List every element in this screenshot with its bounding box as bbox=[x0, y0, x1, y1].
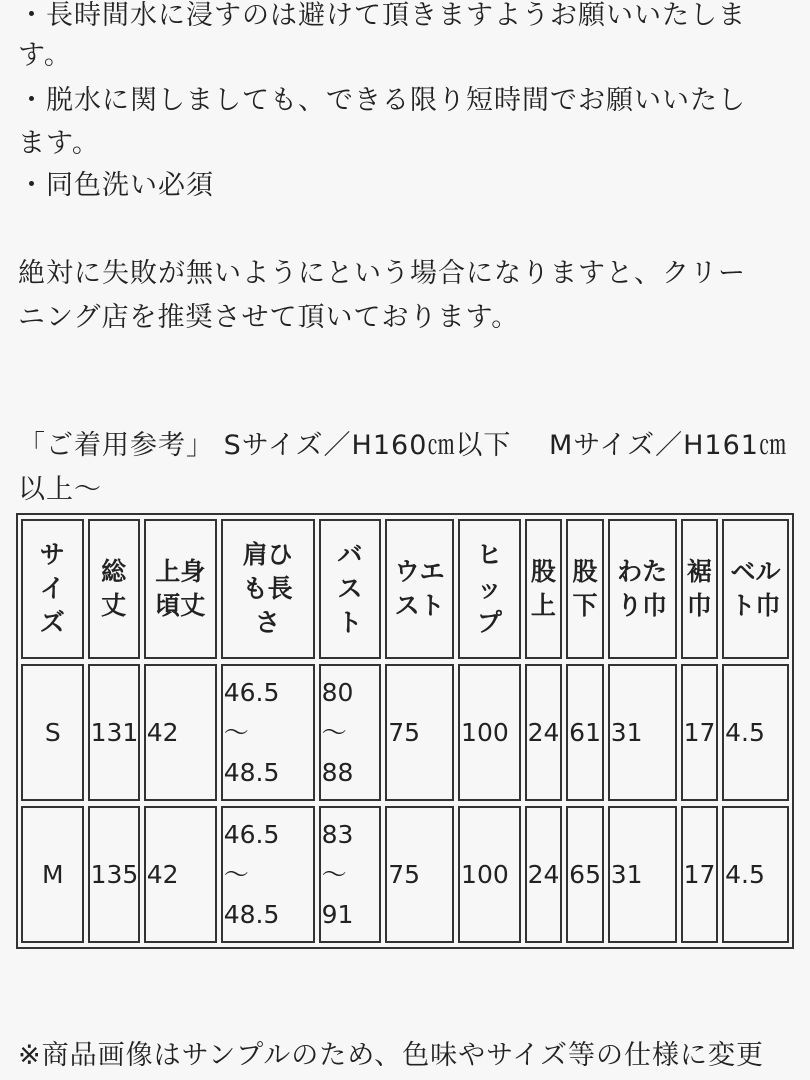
size-value-cell: 75 bbox=[385, 664, 454, 801]
size-value-cell: 4.5 bbox=[722, 806, 789, 943]
size-value-cell: 100 bbox=[458, 664, 521, 801]
size-value-cell: 80 〜 88 bbox=[319, 664, 382, 801]
care-instruction-line: ・長時間水に浸すのは避けて頂きますようお願いいたしま bbox=[18, 0, 746, 31]
care-instruction-line: す。 bbox=[18, 40, 72, 71]
sample-image-note: ※商品画像はサンプルのため、色味やサイズ等の仕様に変更 bbox=[18, 1040, 764, 1071]
size-table-header-cell: ウエ スト bbox=[385, 519, 454, 659]
cleaning-note-line: ニング店を推奨させて頂いております。 bbox=[18, 302, 520, 333]
size-table-header-cell: ヒ ッ プ bbox=[458, 519, 521, 659]
size-label-cell: M bbox=[21, 806, 84, 943]
size-value-cell: 61 bbox=[566, 664, 604, 801]
care-instruction-line: ・同色洗い必須 bbox=[18, 170, 214, 201]
size-value-cell: 4.5 bbox=[722, 664, 789, 801]
size-value-cell: 83 〜 91 bbox=[319, 806, 382, 943]
size-table-header-cell: 総 丈 bbox=[88, 519, 140, 659]
size-table-header-cell: サ イ ズ bbox=[21, 519, 84, 659]
size-table-header-cell: 股 上 bbox=[525, 519, 563, 659]
size-value-cell: 31 bbox=[608, 664, 677, 801]
fit-reference-line: 以上〜 bbox=[18, 474, 102, 505]
size-value-cell: 24 bbox=[525, 664, 563, 801]
size-value-cell: 75 bbox=[385, 806, 454, 943]
size-value-cell: 17 bbox=[681, 664, 719, 801]
size-value-cell: 31 bbox=[608, 806, 677, 943]
size-table bbox=[16, 513, 794, 949]
size-value-cell: 65 bbox=[566, 806, 604, 943]
size-table-header-cell: 肩ひ も長 さ bbox=[221, 519, 315, 659]
size-value-cell: 131 bbox=[88, 664, 140, 801]
size-table-header-cell: ベル ト巾 bbox=[722, 519, 789, 659]
size-table-header-cell: 股 下 bbox=[566, 519, 604, 659]
care-instruction-line: ます。 bbox=[18, 128, 100, 159]
size-value-cell: 42 bbox=[144, 664, 217, 801]
size-table-header-cell: 裾 巾 bbox=[681, 519, 719, 659]
size-table-header-row bbox=[21, 519, 789, 659]
size-value-cell: 46.5 〜 48.5 bbox=[221, 664, 315, 801]
size-value-cell: 42 bbox=[144, 806, 217, 943]
size-value-cell: 24 bbox=[525, 806, 563, 943]
size-table-header-cell: わた り巾 bbox=[608, 519, 677, 659]
fit-reference-line: 「ご着用参考」 Sサイズ／H160㎝以下 Mサイズ／H161㎝ bbox=[18, 430, 787, 461]
size-value-cell: 100 bbox=[458, 806, 521, 943]
size-label-cell: S bbox=[21, 664, 84, 801]
size-value-cell: 46.5 〜 48.5 bbox=[221, 806, 315, 943]
size-table-row bbox=[21, 806, 789, 943]
cleaning-note-line: 絶対に失敗が無いようにという場合になりますと、クリー bbox=[18, 258, 746, 289]
size-value-cell: 135 bbox=[88, 806, 140, 943]
size-table-row bbox=[21, 664, 789, 801]
size-table-header-cell: 上身 頃丈 bbox=[144, 519, 217, 659]
care-instruction-line: ・脱水に関しましても、できる限り短時間でお願いいたし bbox=[18, 85, 746, 116]
size-value-cell: 17 bbox=[681, 806, 719, 943]
size-table-header-cell: バ ス ト bbox=[319, 519, 382, 659]
